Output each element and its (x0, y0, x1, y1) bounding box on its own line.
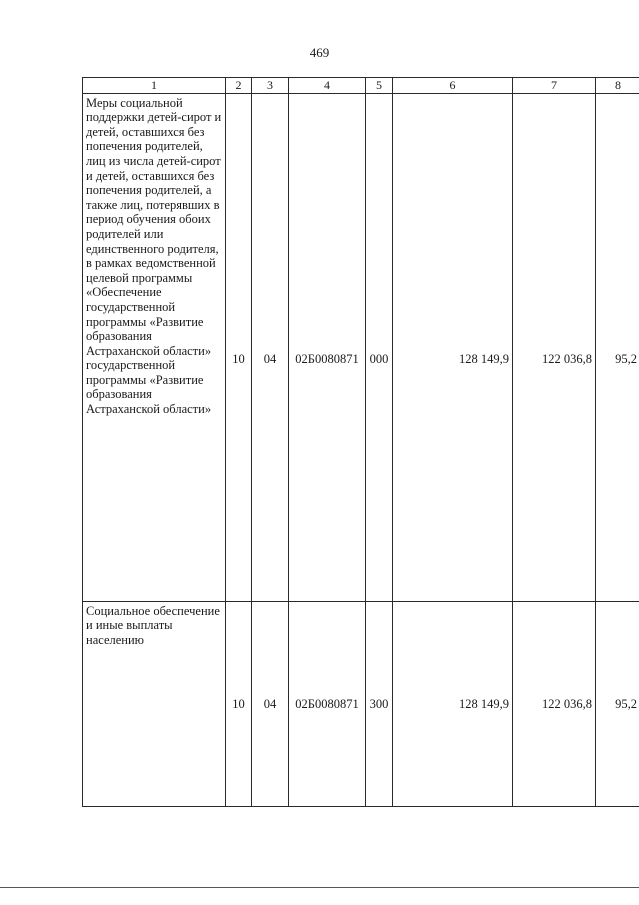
budget-table (82, 77, 639, 807)
header-cell: 2 (226, 78, 252, 94)
expense-type-cell: 300 (366, 601, 393, 806)
table-header-row (83, 78, 639, 94)
header-cell: 4 (289, 78, 366, 94)
page-number: 469 (309, 45, 330, 60)
execution-percent-cell: 95,2 (596, 93, 639, 601)
header-cell: 1 (83, 78, 226, 94)
subsection-cell: 04 (252, 601, 289, 806)
page-bottom-rule (0, 887, 639, 888)
header-cell: 8 (596, 78, 639, 94)
header-cell: 6 (393, 78, 513, 94)
row-name-cell: Социальное обеспечение и иные выплаты населению (83, 601, 226, 806)
table-row (83, 601, 639, 806)
executed-amount-cell: 122 036,8 (513, 601, 596, 806)
header-cell: 5 (366, 78, 393, 94)
planned-amount-cell: 128 149,9 (393, 93, 513, 601)
section-cell: 10 (226, 601, 252, 806)
target-article-cell: 02Б0080871 (289, 601, 366, 806)
row-name-cell: Меры социальной поддержки детей-сирот и детей, оставшихся без попечения родителей, лиц из числа детей-сирот и детей, оставшихся без попечения родителей, а также лиц, потерявших в период обучения обоих родителей или единственного родителя, в рамках ведомственной целевой программы «Обеспечение государственной программы «Развитие образования Астраханской области» государственной программы «Развитие образования Астраханской области» (83, 93, 226, 601)
execution-percent-cell: 95,2 (596, 601, 639, 806)
table-row (83, 93, 639, 601)
subsection-cell: 04 (252, 93, 289, 601)
planned-amount-cell: 128 149,9 (393, 601, 513, 806)
target-article-cell: 02Б0080871 (289, 93, 366, 601)
header-cell: 3 (252, 78, 289, 94)
executed-amount-cell: 122 036,8 (513, 93, 596, 601)
expense-type-cell: 000 (366, 93, 393, 601)
header-cell: 7 (513, 78, 596, 94)
section-cell: 10 (226, 93, 252, 601)
